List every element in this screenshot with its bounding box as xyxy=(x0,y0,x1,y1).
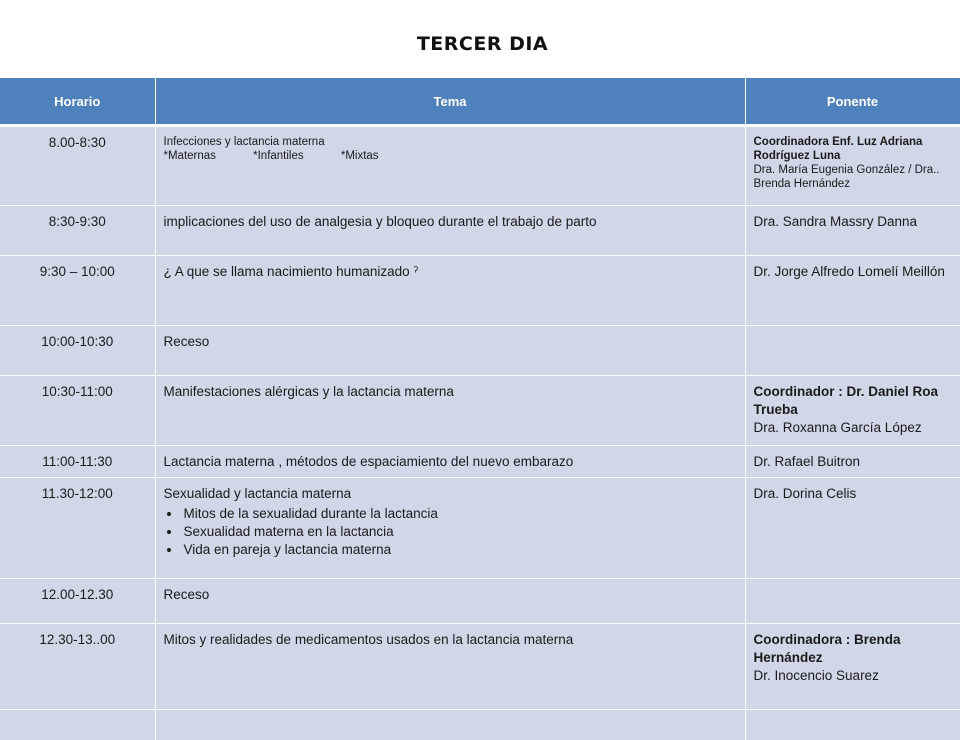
cell-ponente: Dr. Jorge Alfredo Lomelí Meillón xyxy=(745,256,960,326)
cell-ponente xyxy=(745,326,960,376)
list-item: • Sexualidad materna en la lactancia xyxy=(182,523,737,541)
cell-horario: 12.30-13..00 xyxy=(0,624,155,710)
table-header-row xyxy=(0,78,960,126)
tema-subitems xyxy=(164,149,737,163)
table-row xyxy=(0,624,960,710)
coordinator-name: Coordinadora : Brenda Hernández xyxy=(753,632,901,665)
page-title: TERCER DIA xyxy=(416,33,549,55)
cell-horario: 11:00-11:30 xyxy=(0,446,155,478)
cell-tema: implicaciones del uso de analgesia y bloqueo durante el trabajo de parto xyxy=(155,206,745,256)
schedule-table xyxy=(0,78,960,740)
table-row xyxy=(0,326,960,376)
cell-ponente xyxy=(745,376,960,446)
list-item: • Vida en pareja y lactancia materna xyxy=(182,541,737,559)
subitem: *Mixtas xyxy=(340,150,379,162)
tema-bullet-list xyxy=(164,505,737,559)
cell-ponente: Dra. Dorina Celis xyxy=(745,478,960,579)
list-item: • Mitos de la sexualidad durante la lactancia xyxy=(182,505,737,523)
tema-text: Sexualidad y lactancia materna xyxy=(163,486,352,501)
tema-text: Infecciones y lactancia materna xyxy=(163,136,325,148)
cell-horario: 10:30-11:00 xyxy=(0,376,155,446)
header-ponente: Ponente xyxy=(745,78,960,126)
coordinator-name: Coordinador : Dr. Daniel Roa Trueba xyxy=(753,384,939,417)
cell-ponente xyxy=(745,624,960,710)
cell-ponente: Dra. Sandra Massry Danna xyxy=(745,206,960,256)
table-row xyxy=(0,710,960,740)
cell-horario xyxy=(0,710,155,740)
table-row xyxy=(0,446,960,478)
cell-tema xyxy=(155,478,745,579)
subitem: *Infantiles xyxy=(253,150,304,162)
table-row xyxy=(0,579,960,624)
table-row xyxy=(0,478,960,579)
cell-ponente xyxy=(745,579,960,624)
cell-horario: 10:00-10:30 xyxy=(0,326,155,376)
cell-tema: Mitos y realidades de medicamentos usados en la lactancia materna xyxy=(155,624,745,710)
cell-tema xyxy=(155,710,745,740)
cell-horario: 8:30-9:30 xyxy=(0,206,155,256)
header-horario: Horario xyxy=(0,78,155,126)
cell-tema xyxy=(155,126,745,206)
table-row xyxy=(0,126,960,206)
cell-horario: 11.30-12:00 xyxy=(0,478,155,579)
cell-ponente: Dr. Rafael Buitron xyxy=(745,446,960,478)
speaker-name: Dra. María Eugenia González / Dra.. Brenda Hernández xyxy=(753,164,940,190)
cell-tema: Manifestaciones alérgicas y la lactancia materna xyxy=(155,376,745,446)
cell-tema: ¿ A que se llama nacimiento humanizado ˀ xyxy=(155,256,745,326)
speaker-name: Dr. Inocencio Suarez xyxy=(753,668,879,683)
subitem: *Maternas xyxy=(163,150,216,162)
coordinator-name: Coordinadora Enf. Luz Adriana Rodríguez Luna xyxy=(753,136,923,162)
cell-tema: Lactancia materna , métodos de espaciamiento del nuevo embarazo xyxy=(155,446,745,478)
cell-tema: Receso xyxy=(155,326,745,376)
header-tema: Tema xyxy=(155,78,745,126)
speaker-name: Dra. Roxanna García López xyxy=(753,420,922,435)
cell-horario: 8.00-8:30 xyxy=(0,126,155,206)
cell-tema: Receso xyxy=(155,579,745,624)
table-row xyxy=(0,376,960,446)
cell-ponente xyxy=(745,126,960,206)
cell-horario: 9:30 – 10:00 xyxy=(0,256,155,326)
table-row xyxy=(0,206,960,256)
cell-ponente xyxy=(745,710,960,740)
table-row xyxy=(0,256,960,326)
cell-horario: 12.00-12.30 xyxy=(0,579,155,624)
